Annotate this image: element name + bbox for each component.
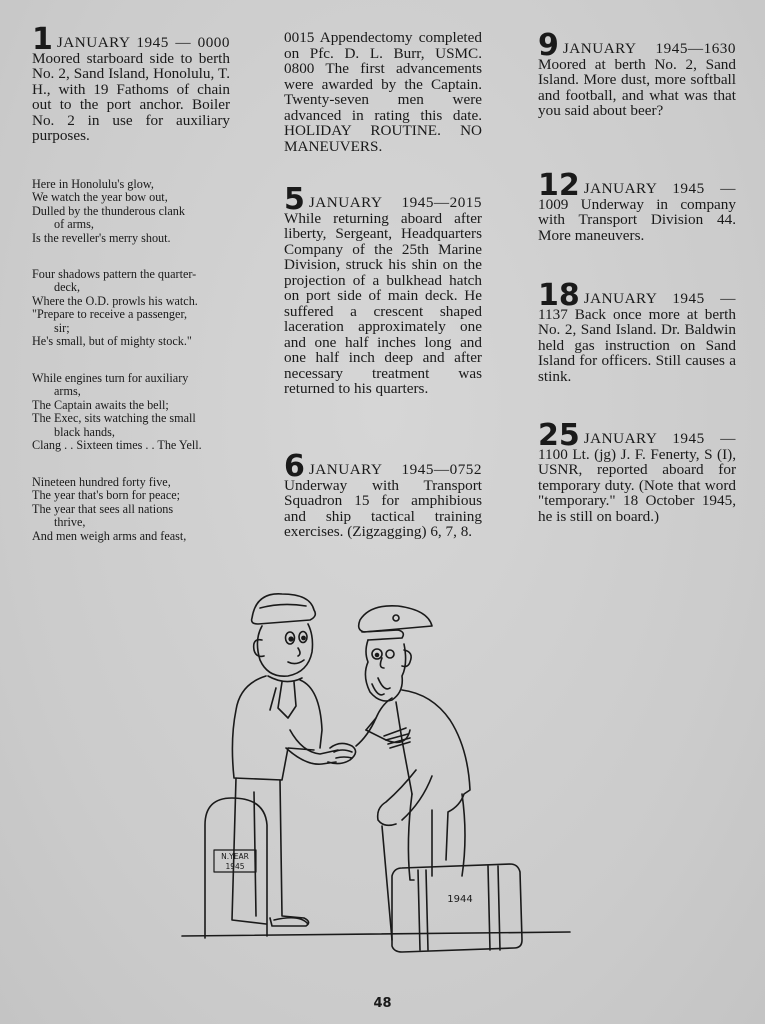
poem-line: The Captain awaits the bell; (32, 397, 169, 412)
cartoon-illustration (170, 580, 590, 960)
entry-day-number: 6 (284, 449, 305, 484)
handshake (328, 743, 356, 763)
post-label-year: N.YEAR (221, 852, 249, 861)
entry-jan-9 (538, 28, 736, 119)
poem-line: Is the reveller's merry shout. (32, 230, 171, 245)
poem-line: of arms, (54, 217, 94, 232)
entry-date: JANUARY 1945—0752 (308, 461, 482, 478)
entry-jan-6 (284, 449, 482, 540)
poem-line: The year that's born for peace; (32, 488, 181, 503)
entry-date: JANUARY 1945—2015 (308, 194, 482, 211)
entry-day-number: 5 (284, 182, 305, 217)
poem-line: And men weigh arms and feast, (32, 528, 187, 543)
poem-line: While engines turn for auxiliary (32, 371, 189, 385)
entry-jan-1 (32, 22, 230, 144)
page-number: 48 (373, 996, 392, 1011)
poem-stanza-4 (32, 476, 237, 543)
post-label-number: 1945 (225, 862, 245, 871)
entry-jan-5 (284, 182, 482, 397)
entry-day-number: 12 (538, 168, 580, 203)
entry-text: 1137 Back once more at berth No. 2, Sand Island. Dr. Baldwin held gas instruction on Sand Island for officers. Still causes a stink. (538, 305, 736, 385)
entry-text: 1009 Underway in company with Transport Division 44. More maneuvers. (538, 195, 736, 244)
poem-line: We watch the year bow out, (32, 190, 168, 205)
old-officer-figure (356, 606, 473, 940)
entry-text: Moored starboard side to berth No. 2, Sand Island, Honolulu, T. H., with 19 Fathoms of chain out to the port anchor. Boiler No. 2 in use for auxiliary purposes. (32, 49, 230, 144)
young-sailor-figure (232, 594, 338, 926)
poem-line: black hands, (54, 424, 115, 439)
poem-line: Nineteen hundred forty five, (32, 475, 171, 489)
poem-line: "Prepare to receive a passenger, (32, 307, 188, 322)
suitcase-label: 1944 (447, 894, 473, 905)
entry-day-number: 9 (538, 28, 559, 63)
poem-line: Where the O.D. prowls his watch. (32, 293, 198, 308)
poem-line: Four shadows pattern the quarter- (32, 267, 197, 281)
poem-line: Clang . . Sixteen times . . The Yell. (32, 438, 202, 453)
poem-line: The Exec, sits watching the small (32, 411, 196, 426)
poem-line: deck, (54, 280, 81, 295)
poem-line: Here in Honolulu's glow, (32, 177, 154, 191)
poem-line: The year that sees all nations (32, 501, 174, 516)
entry-text: While returning aboard after liberty, Sergeant, Headquarters Company of the 25th Marine Division, struck his shin on the projection of a bulkhead hatch on port side of main deck. He suffered a crescent shaped laceration approximately one and one half inches long and one half inch deep and after necessary treatment was returned to his quarters. (284, 209, 482, 397)
entry-date: JANUARY 1945 — 0000 (56, 34, 230, 51)
entry-jan-25 (538, 418, 736, 525)
entry-day-number: 25 (538, 418, 580, 453)
entry-text: 0015 Appendectomy completed on Pfc. D. L. Burr, USMC. 0800 The first advancements were awarded by the Captain. Twenty-seven men were advanced in rating this date. HOLIDAY ROUTINE. NO MANEUVERS. (284, 29, 482, 155)
entry-date: JANUARY 1945 — (583, 290, 736, 307)
entry-date: JANUARY 1945 — (583, 430, 736, 447)
poem-line: sir; (54, 320, 70, 335)
ground-line (182, 932, 570, 936)
suitcase (392, 864, 522, 952)
entry-day-number: 18 (538, 278, 580, 313)
entry-text: 1100 Lt. (jg) J. F. Fenerty, S (I), USNR, reported aboard for temporary duty. (Note that word "temporary." 18 October 1945, he is still on board.) (538, 445, 736, 525)
new-year-post (205, 798, 267, 938)
entry-jan-18 (538, 278, 736, 385)
entry-day-number: 1 (32, 22, 53, 57)
entry-date: JANUARY 1945—1630 (562, 40, 736, 57)
poem-line: He's small, but of mighty stock." (32, 334, 192, 349)
poem-stanza-3 (32, 372, 237, 452)
entry-text: Underway with Transport Squadron 15 for amphibious and ship tactical training exercises. (Zigzagging) 6, 7, 8. (284, 476, 482, 540)
poem-line: Dulled by the thunderous clank (32, 203, 185, 218)
poem-line: thrive, (54, 515, 86, 530)
poem-line: arms, (54, 384, 81, 399)
entry-jan-1-continued (284, 30, 482, 154)
entry-jan-12 (538, 168, 736, 244)
entry-text: Moored at berth No. 2, Sand Island. More dust, more softball and football, and what was that you said about beer? (538, 55, 736, 119)
poem-stanza-2 (32, 268, 237, 348)
entry-date: JANUARY 1945 — (583, 180, 736, 197)
poem-stanza-1 (32, 178, 237, 245)
